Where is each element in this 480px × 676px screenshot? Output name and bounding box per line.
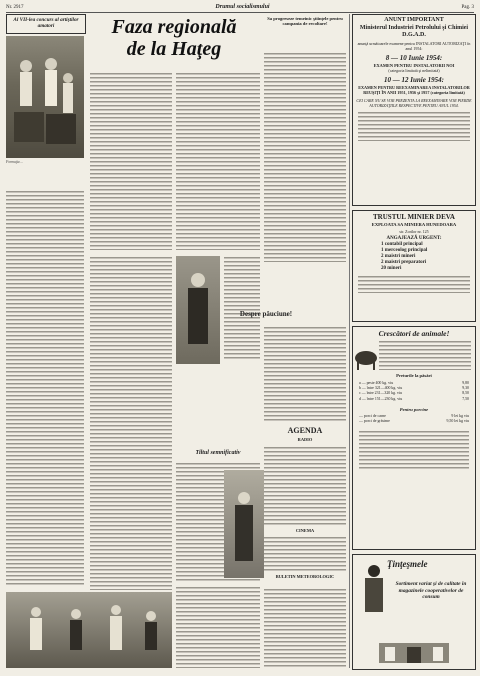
porcine-table xyxy=(353,414,475,424)
price-row xyxy=(359,397,469,402)
trust-box xyxy=(352,210,476,322)
porcine-row-label: — porci de carne xyxy=(359,413,386,418)
price-row-value: 9,80 xyxy=(462,381,469,385)
agenda-radio: RADIO xyxy=(297,437,313,442)
costume-figure xyxy=(224,470,264,578)
trust-item: 20 mineri xyxy=(381,266,402,271)
anunt-exam2: EXAMEN PENTRU REEXAMINAREA INSTALATORILOR REUŞIŢI ÎN ANII 1951, 1956 şi 1957 (categoria limitată) xyxy=(358,85,470,95)
price-row-label: c — între 231—320 kg. viu xyxy=(359,391,403,396)
anunt-note: CEI CARE NU SE VOR PREZENTA LA REEXAMINARE VOR PIERDE AUTORIZAŢIILE RESPECTIVE PENTRU ANUL 1954. xyxy=(356,98,472,108)
trust-extra-text xyxy=(358,275,470,293)
crescatori-footer-text xyxy=(359,430,469,470)
main-title xyxy=(88,16,260,66)
page-header xyxy=(6,2,474,13)
women-photo xyxy=(176,256,220,364)
porcine-row-value: 9,50 lei kg viu xyxy=(446,419,469,424)
issue-number: Nr. 2917 xyxy=(6,4,24,10)
costume-photo xyxy=(224,470,264,578)
porcine-row-label: — porci de grăsime xyxy=(359,419,390,424)
page-number: Pag. 3 xyxy=(461,4,474,10)
newspaper-name: Drumul socialismului xyxy=(215,4,270,10)
col3-text-top xyxy=(176,72,260,250)
price-row-value: 8,50 xyxy=(462,391,469,396)
trust-item: 1 merceolog principal xyxy=(381,248,428,253)
trust-title: TRUSTUL MINIER DEVA xyxy=(373,213,455,221)
anunt-org: Ministerul Industriei Petrolului şi Chimiei D.G.A.D. xyxy=(359,25,469,38)
agenda-buletin: BULETIN METEOROLOGIC xyxy=(275,574,335,579)
price-row-label: d — între 151—230 kg. viu xyxy=(359,396,403,401)
kicker-text: Al VII-lea concurs al artiştilor amatori xyxy=(13,17,79,29)
trust-subtitle: EXPLOATA SA MINIERA HUNEDOARA xyxy=(371,222,457,227)
price-row-value: 9,30 xyxy=(462,386,469,391)
anunt-extra-text xyxy=(358,111,470,141)
folk-dance-figures xyxy=(6,592,172,668)
trust-item: 2 maistri mineri xyxy=(381,254,416,259)
bottom-ad xyxy=(352,554,476,670)
column-divider xyxy=(349,14,350,668)
anunt-title: ANUNT IMPORTANT xyxy=(384,17,444,23)
dancers-figures xyxy=(6,36,84,158)
photo-caption: Formaţia ... xyxy=(6,160,24,164)
anunt-date1: 8 — 10 Iunie 1954: xyxy=(385,54,443,62)
col4-text-top xyxy=(264,52,346,262)
crescatori-table xyxy=(353,381,475,402)
col1-text xyxy=(6,190,84,585)
agenda-cinema: CINEMA xyxy=(295,528,315,533)
women-figures xyxy=(176,256,220,364)
store-illustration xyxy=(379,635,449,665)
price-row-label: a — peste 400 kg. viu xyxy=(359,381,394,385)
agenda-cinema-text xyxy=(264,536,346,572)
anunt-exam1-sub: (categoria limitată şi nelimitată) xyxy=(388,68,440,73)
ad-brand: Ţinţeşmele xyxy=(387,559,428,569)
shopper-figure xyxy=(357,561,391,621)
ad-text: Sortiment variat şi de calitate în magazinele cooperativelor de consum xyxy=(395,581,467,601)
trust-item: 1 contabil principal xyxy=(381,242,423,247)
col4-text-lower xyxy=(264,326,346,422)
agenda-radio-text xyxy=(264,446,346,526)
folk-dance-photo xyxy=(6,592,172,668)
anunt-intro: anunţă următoarele examene pentru INSTALATORI AUTORIZAŢI în anul 1954: xyxy=(357,41,471,51)
agenda-title: AGENDA xyxy=(287,426,323,435)
trust-address: str. Zorilor nr. 125 xyxy=(399,229,429,234)
col2-text-top xyxy=(90,72,172,250)
crescatori-box xyxy=(352,326,476,550)
crescatori-title: Crescători de animale! xyxy=(378,329,450,338)
col3b-text xyxy=(224,256,260,360)
anunt-box xyxy=(352,14,476,206)
crescatori-intro-text xyxy=(379,340,471,370)
col3-article-title: Sa progreseze temeinic ştiinţele pentru campania de recoltare! xyxy=(267,16,343,27)
col4-article-title: Despre păuciune! xyxy=(239,310,293,318)
anunt-exam1: EXAMEN PENTRU INSTALATORII NOI xyxy=(373,63,455,68)
price-row-label: b — între 321—400 kg. viu xyxy=(359,386,403,391)
main-title-line2: de la Haţeg xyxy=(126,38,222,60)
dancers-photo xyxy=(6,36,84,158)
anunt-date2: 10 — 12 Iunie 1954: xyxy=(384,76,444,84)
crescatori-table-title: Preturile la păsări xyxy=(396,373,432,378)
agenda-buletin-text xyxy=(264,588,346,668)
center-lower-title: Tiltul semnificativ xyxy=(195,450,241,456)
porcine-title: Pentru porcine xyxy=(399,406,429,412)
trust-angajeaza: ANGAJEAZĂ URGENT: xyxy=(386,236,442,241)
col2-text-mid xyxy=(90,256,172,590)
crescatori-intro xyxy=(353,340,475,370)
porcine-row xyxy=(359,419,469,424)
cow-icon xyxy=(353,340,379,370)
trust-item: 2 maistri preparatori xyxy=(381,260,427,265)
price-row-value: 7,50 xyxy=(462,396,469,401)
main-title-line1: Faza regională xyxy=(111,16,237,38)
col3-text-bottom xyxy=(176,586,260,668)
trust-item-list xyxy=(353,242,475,272)
porcine-row-value: 9 lei kg viu xyxy=(451,413,469,418)
kicker-box xyxy=(6,14,86,34)
